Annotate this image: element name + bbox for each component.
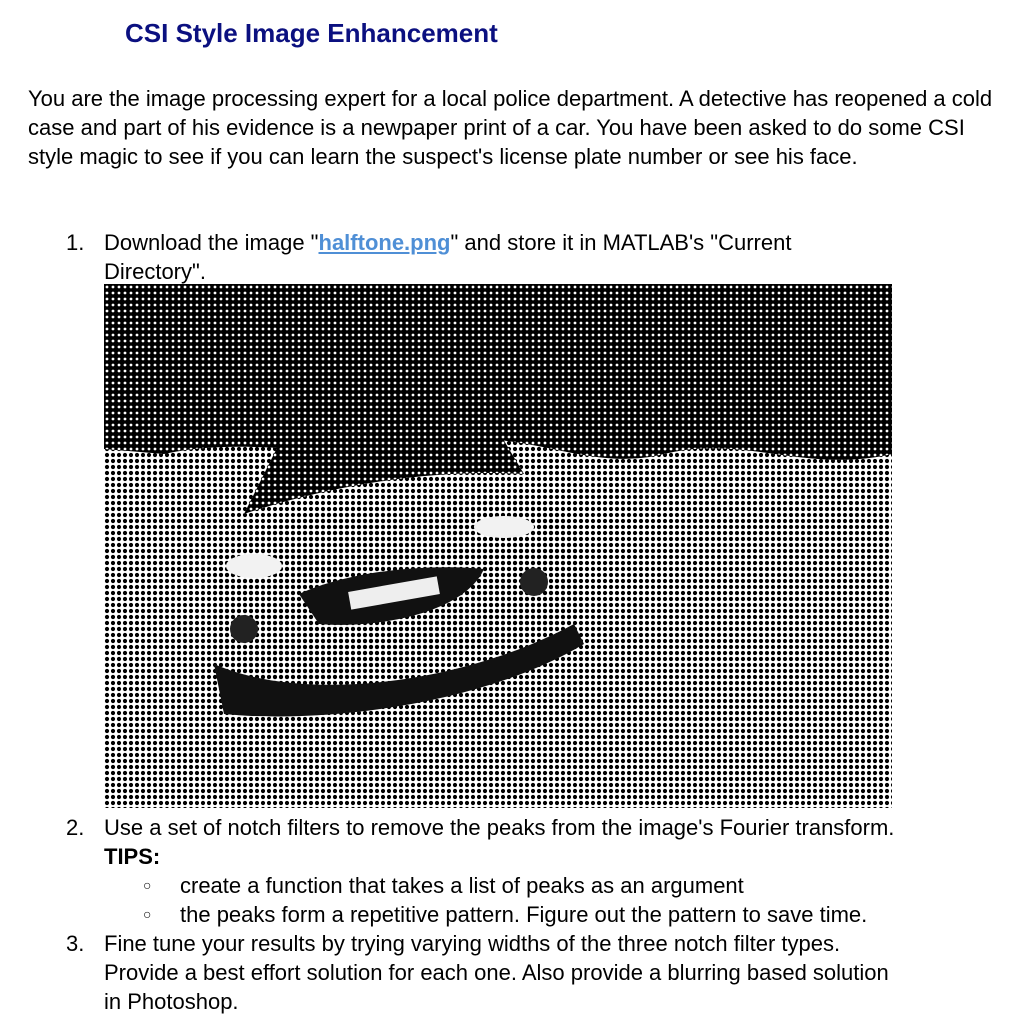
step-3-line-3: in Photoshop.	[104, 989, 239, 1014]
tip-2-text: the peaks form a repetitive pattern. Figure out the pattern to save time.	[180, 902, 868, 927]
step-3-line-1: Fine tune your results by trying varying widths of the three notch filter types.	[104, 931, 841, 956]
tip-1-text: create a function that takes a list of peaks as an argument	[180, 873, 744, 898]
step-1-text-after: " and store it in MATLAB's "Current	[450, 230, 792, 255]
step-1-text-line2: Directory".	[104, 259, 206, 284]
tip-2-bullet-icon: ○	[143, 906, 152, 922]
halftone-image	[104, 284, 892, 808]
step-3-line-2: Provide a best effort solution for each one. Also provide a blurring based solution	[104, 960, 889, 985]
step-2-number: 2.	[66, 815, 85, 840]
step-2-text: Use a set of notch filters to remove the peaks from the image's Fourier transform.	[104, 815, 895, 840]
step-1-text	[104, 228, 904, 286]
step-1-text-before: Download the image "	[104, 230, 319, 255]
intro-paragraph: You are the image processing expert for a local police department. A detective has reopened a cold case and part of his evidence is a newpaper print of a car. You have been asked to do some CSI style magic to see if you can learn the suspect's license plate number or see his face.	[28, 86, 993, 169]
halftone-car-picture	[104, 284, 892, 808]
step-1-number: 1.	[66, 230, 85, 255]
halftone-link[interactable]: halftone.png	[318, 230, 451, 255]
page-title: CSI Style Image Enhancement	[125, 18, 498, 48]
tip-1-bullet-icon: ○	[143, 877, 152, 893]
step-3-number: 3.	[66, 931, 85, 956]
tips-label: TIPS:	[104, 844, 161, 869]
